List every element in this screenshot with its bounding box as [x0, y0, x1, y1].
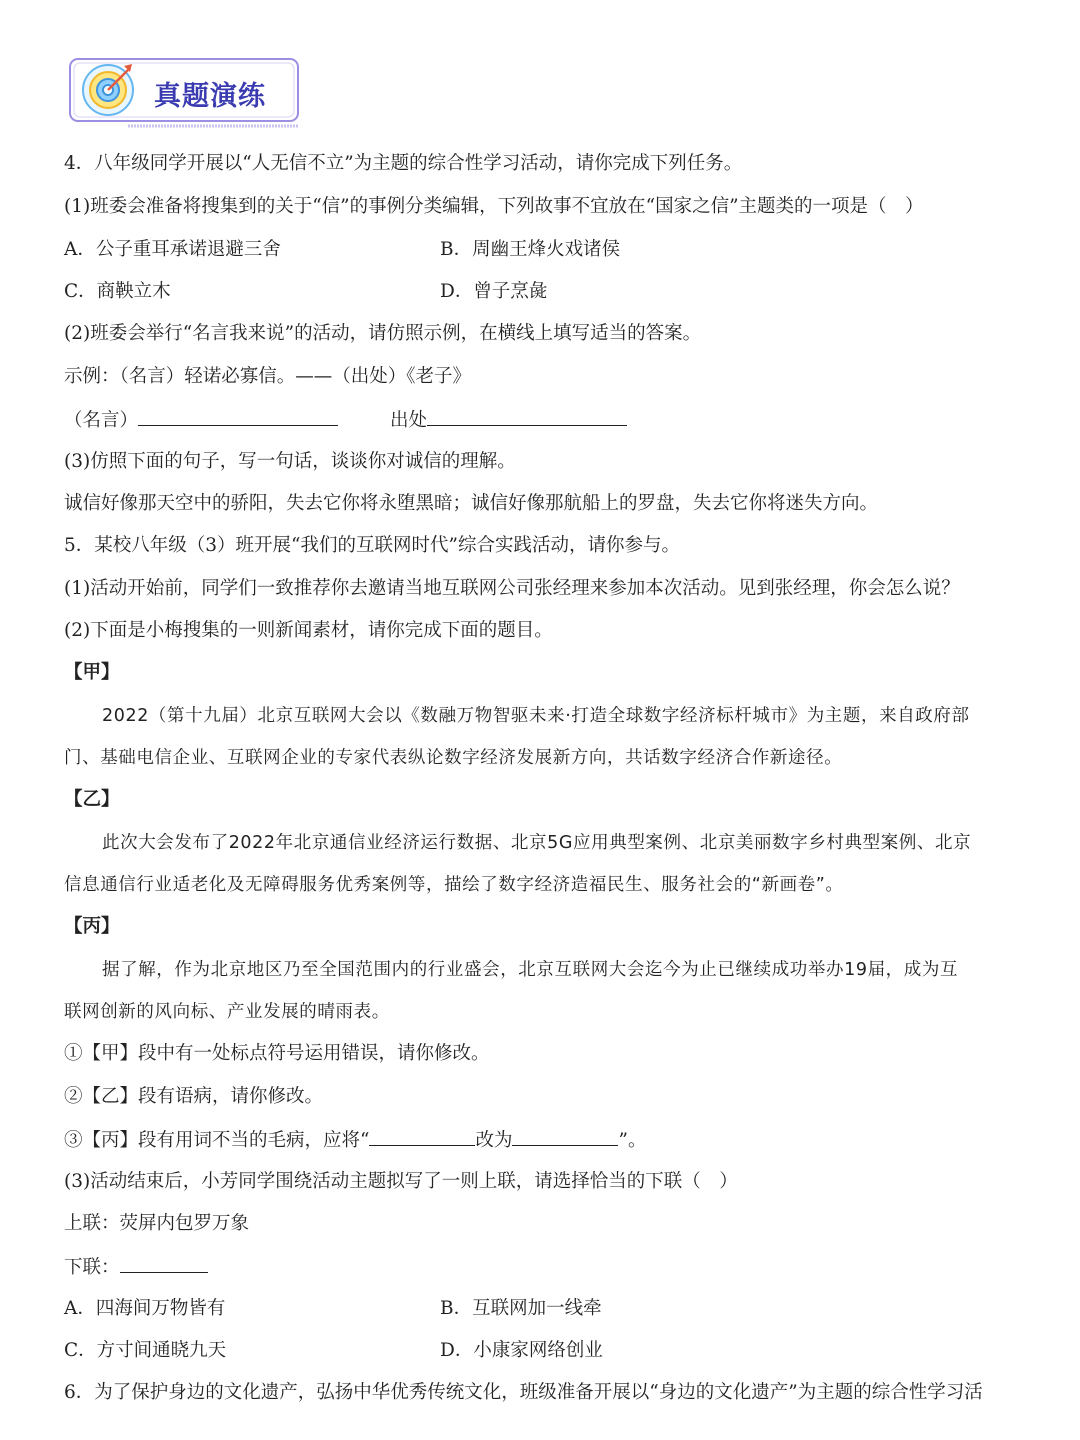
section-title: 真题演练	[154, 81, 266, 112]
yi-line-2: 信息通信行业适老化及无障碍服务优秀案例等，描绘了数字经济造福民生、服务社会的“新画卷”。	[64, 875, 844, 895]
sub3-blank-2[interactable]	[512, 1127, 618, 1146]
bing-line-2: 联网创新的风向标、产业发展的晴雨表。	[64, 1002, 390, 1022]
q4-option-a[interactable]: A．公子重耳承诺退避三舍	[64, 239, 281, 260]
jia-line-1: 2022（第十九届）北京互联网大会以《数融万物智驱未来·打造全球数字经济标杆城市》为主题，来自政府部	[102, 706, 970, 726]
quote-label: （名言）	[64, 410, 139, 431]
q4-part2: (2)班委会举行“名言我来说”的活动，请仿照示例，在横线上填写适当的答案。	[64, 323, 702, 344]
lower-blank[interactable]	[120, 1254, 208, 1273]
q4-part3-sentence: 诚信好像那天空中的骄阳，失去它你将永堕黑暗；诚信好像那航船上的罗盘，失去它你将迷失方向。	[64, 493, 879, 514]
q5-part1: (1)活动开始前，同学们一致推荐你去邀请当地互联网公司张经理来参加本次活动。见到张经理，你会怎么说？	[64, 578, 960, 599]
q5-sub1: ①【甲】段中有一处标点符号运用错误，请你修改。	[64, 1043, 490, 1064]
sub3-text-b: 改为	[475, 1130, 513, 1151]
q5-part2: (2)下面是小梅搜集的一则新闻素材，请你完成下面的题目。	[64, 620, 553, 641]
q5-option-a[interactable]: A．四海间万物皆有	[64, 1298, 226, 1319]
yi-label: 【乙】	[64, 789, 120, 810]
bing-label: 【丙】	[64, 916, 120, 937]
yi-line-1: 此次大会发布了2022年北京通信业经济运行数据、北京5G应用典型案例、北京美丽数字乡村典型案例、北京	[102, 833, 972, 853]
bing-line-1: 据了解，作为北京地区乃至全国范围内的行业盛会，北京互联网大会迄今为止已继续成功举办19届，成为互	[102, 960, 959, 980]
q4-example: 示例：（名言）轻诺必寡信。——（出处）《老子》	[64, 366, 472, 387]
lower-label: 下联：	[64, 1257, 120, 1278]
sub3-blank-1[interactable]	[369, 1127, 475, 1146]
sub3-text-a: ③【丙】段有用词不当的毛病，应将“	[64, 1130, 370, 1151]
q6-stem: 6．为了保护身边的文化遗产，弘扬中华优秀传统文化，班级准备开展以“身边的文化遗产”为主题的综合性学习活	[64, 1382, 983, 1403]
q5-sub2: ②【乙】段有语病，请你修改。	[64, 1086, 324, 1107]
quote-blank[interactable]	[138, 407, 338, 426]
q4-part3: (3)仿照下面的句子，写一句话，谈谈你对诚信的理解。	[64, 451, 516, 472]
q5-sub3	[64, 1127, 646, 1153]
upper-couplet: 上联：荧屏内包罗万象	[64, 1213, 250, 1234]
q4-option-c[interactable]: C．商鞅立木	[64, 281, 171, 302]
source-label: 出处	[390, 410, 428, 431]
target-icon	[83, 64, 133, 115]
q4-option-b[interactable]: B．周幽王烽火戏诸侯	[440, 239, 621, 260]
jia-label: 【甲】	[64, 662, 120, 683]
q4-option-d[interactable]: D．曾子烹彘	[440, 281, 548, 302]
q5-part3: (3)活动结束后，小芳同学围绕活动主题拟写了一则上联，请选择恰当的下联（ ）	[64, 1171, 738, 1192]
jia-line-2: 门、基础电信企业、互联网企业的专家代表纵论数字经济发展新方向，共话数字经济合作新途径。	[64, 748, 843, 768]
q5-option-d[interactable]: D．小康家网络创业	[440, 1340, 603, 1361]
q4-stem: 4．八年级同学开展以“人无信不立”为主题的综合性学习活动，请你完成下列任务。	[64, 153, 743, 174]
q5-option-b[interactable]: B．互联网加一线牵	[440, 1298, 602, 1319]
sub3-text-c: ”。	[618, 1130, 647, 1151]
lower-couplet	[64, 1254, 208, 1280]
q5-stem: 5．某校八年级（3）班开展“我们的互联网时代”综合实践活动，请你参与。	[64, 535, 680, 556]
q4-part1: (1)班委会准备将搜集到的关于“信”的事例分类编辑，下列故事不宜放在“国家之信”主题类的一项是（ ）	[64, 196, 924, 217]
source-blank[interactable]	[427, 407, 627, 426]
q4-fill-row	[64, 407, 627, 433]
q5-option-c[interactable]: C．方寸间通晓九天	[64, 1340, 227, 1361]
